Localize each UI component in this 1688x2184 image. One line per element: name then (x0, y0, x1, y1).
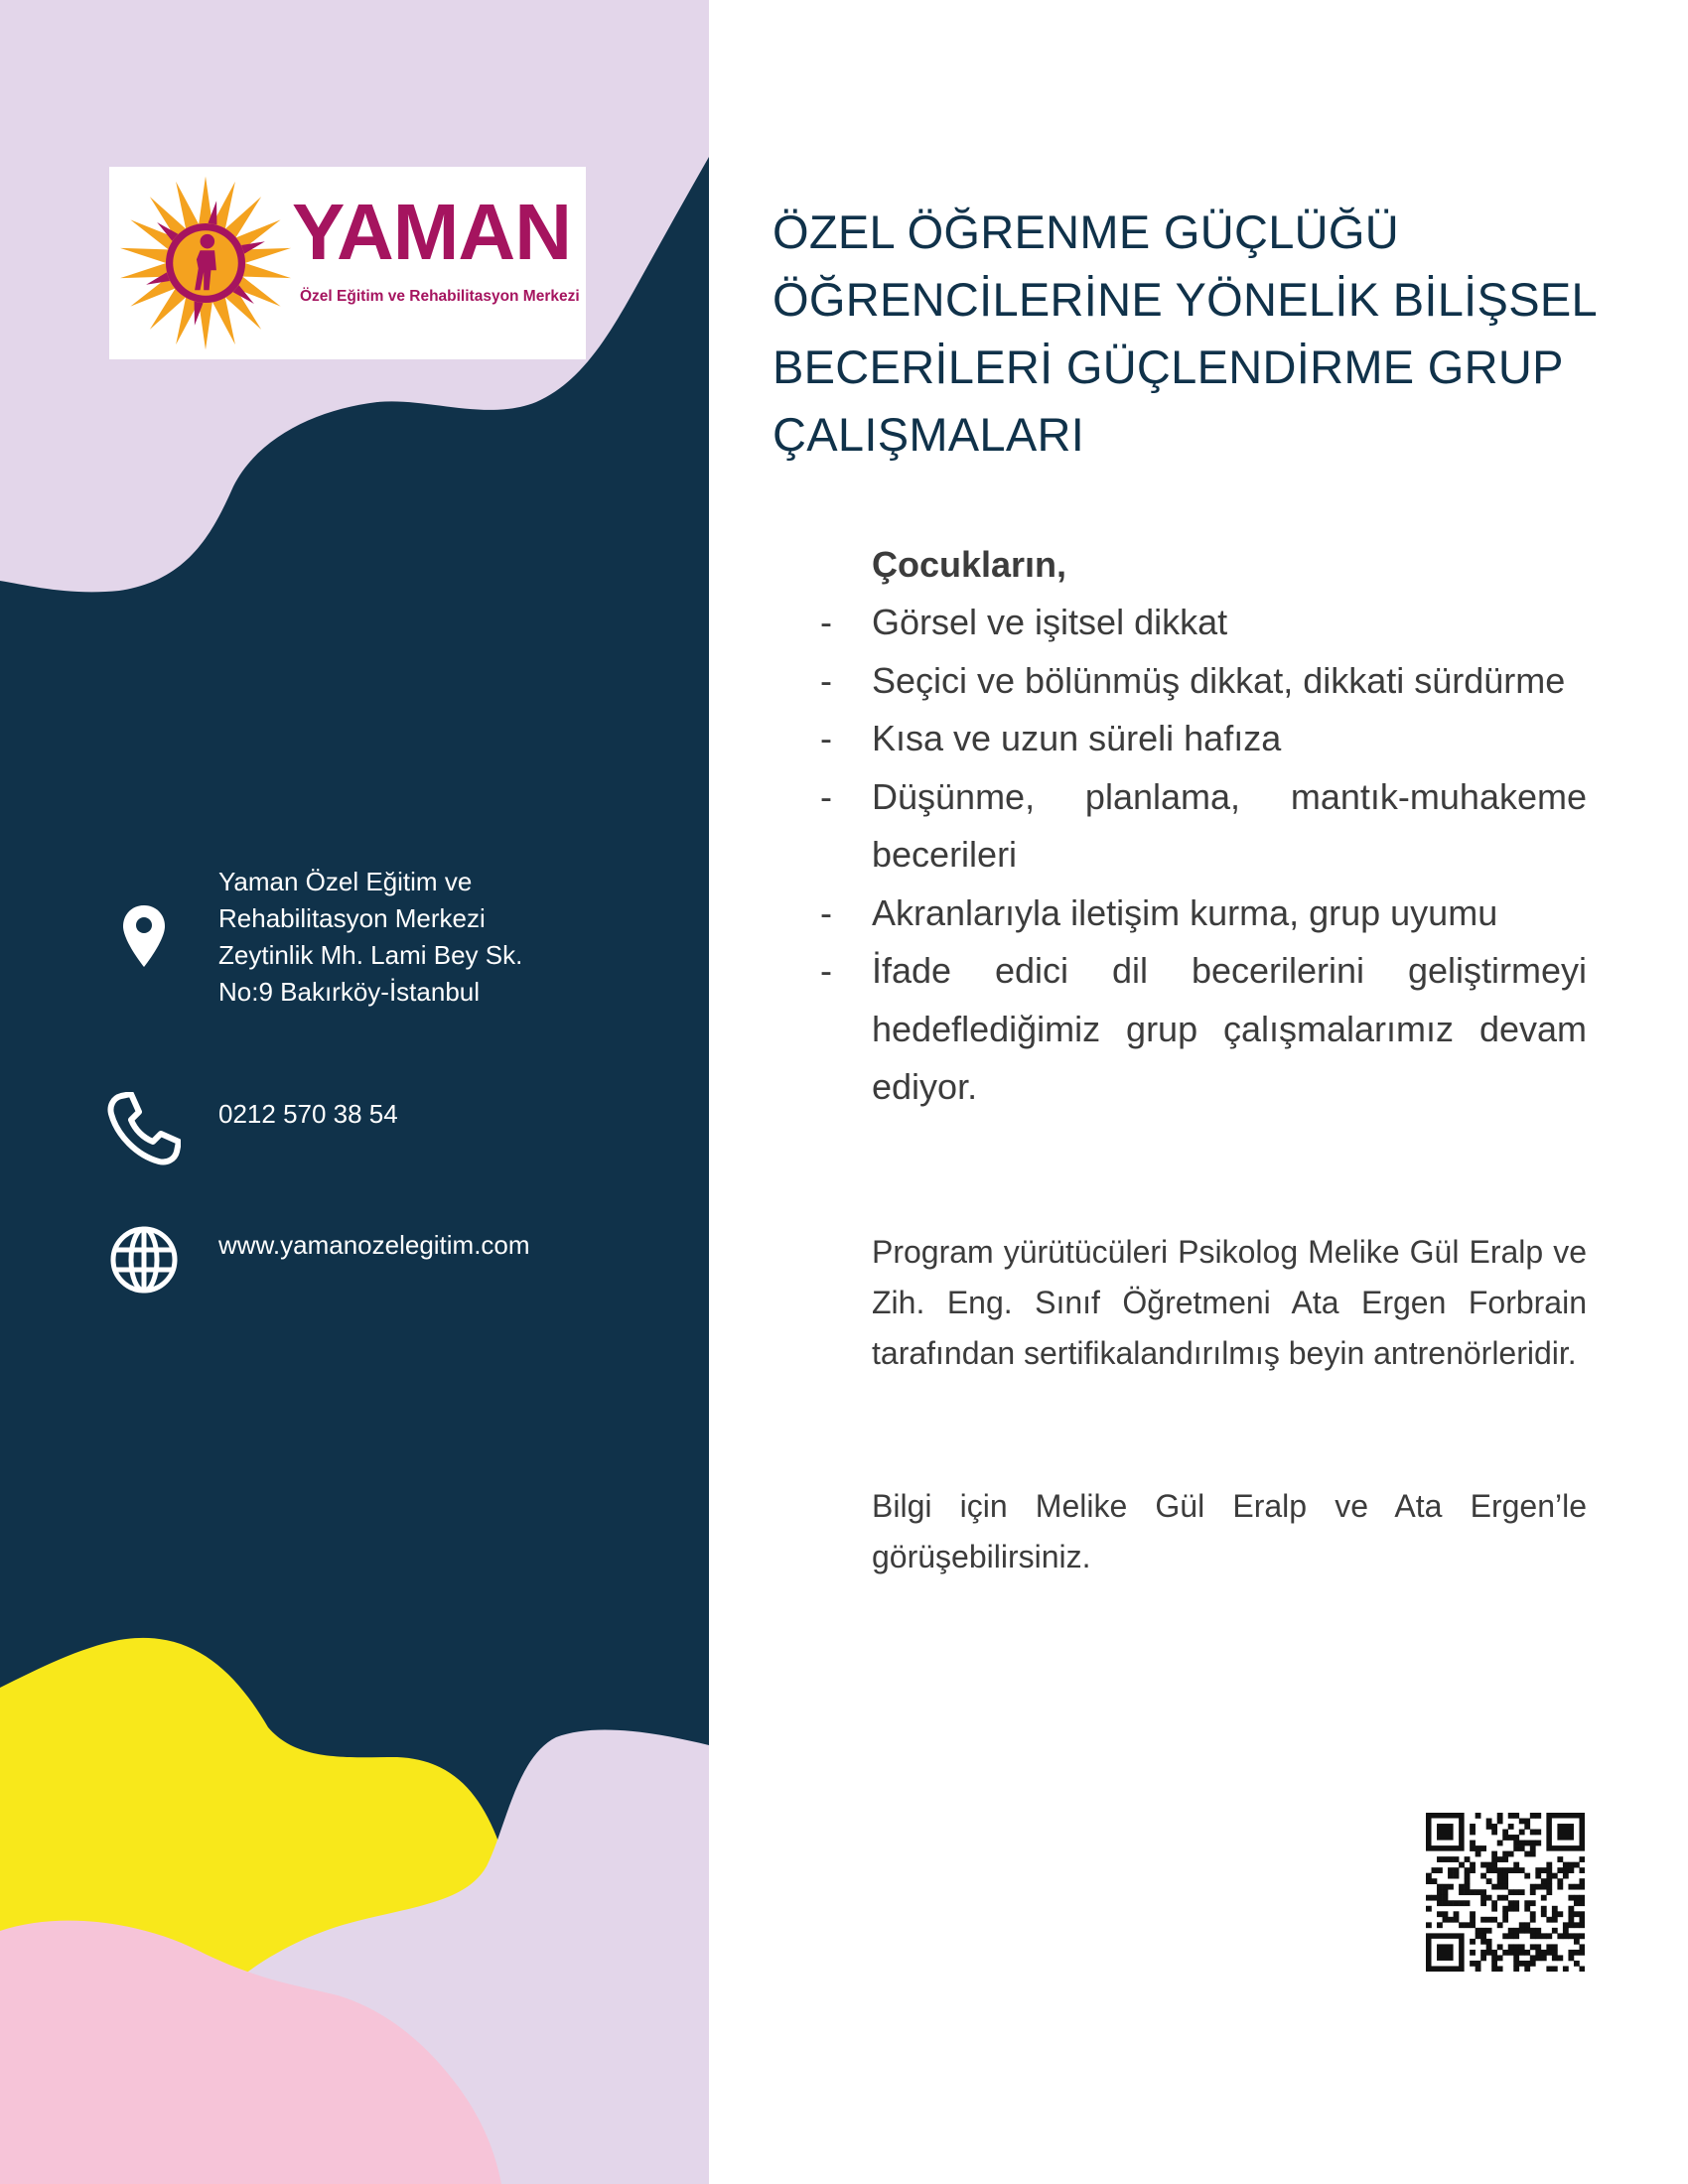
phone-icon (107, 1092, 181, 1165)
list-item: - İfade edici dil becerilerini geliştirmeyi hedeflediğimiz grup çalışmalarımız devam ediyor. (820, 950, 1587, 1107)
address-line: Yaman Özel Eğitim ve (218, 867, 473, 896)
list-item: - Kısa ve uzun süreli hafıza (820, 718, 1282, 758)
list-item: - Düşünme, planlama, mantık-muhakeme becerileri (820, 775, 1587, 875)
logo-subtitle: Özel Eğitim ve Rehabilitasyon Merkezi (300, 288, 580, 305)
title-line: ÇALIŞMALARI (773, 408, 1085, 461)
sun-child-logo-icon (115, 173, 296, 353)
qr-code-icon[interactable] (1426, 1813, 1585, 1972)
website-link[interactable]: www.yamanozelegitim.com (218, 1230, 530, 1260)
list-item: - Akranlarıyla iletişim kurma, grup uyumu (820, 891, 1498, 933)
logo-name: YAMAN (292, 188, 571, 276)
address-line: Zeytinlik Mh. Lami Bey Sk. (218, 940, 523, 970)
yaman-logo (109, 167, 586, 359)
location-pin-icon (123, 905, 165, 967)
skills-list (812, 594, 1587, 1117)
title-line: ÖZEL ÖĞRENME GÜÇLÜĞÜ (773, 205, 1399, 258)
address-line: No:9 Bakırköy-İstanbul (218, 977, 481, 1007)
list-item: - Seçici ve bölünmüş dikkat, dikkati sürdürme (820, 659, 1566, 701)
phone-number[interactable]: 0212 570 38 54 (218, 1099, 398, 1129)
title-line: BECERİLERİ GÜÇLENDİRME GRUP (773, 341, 1564, 393)
address-line: Rehabilitasyon Merkezi (218, 903, 486, 933)
list-item: - Görsel ve işitsel dikkat (820, 602, 1228, 642)
address-block (218, 864, 522, 1011)
globe-icon (109, 1225, 179, 1295)
program-paragraph: Program yürütücüleri Psikolog Melike Gül Eralp ve Zih. Eng. Sınıf Öğretmeni Ata Ergen Forbrain tarafından sertifikalandırılmış beyin antrenörleridir. (872, 1234, 1587, 1371)
title-line: ÖĞRENCİLERİNE YÖNELİK BİLİŞSEL (773, 273, 1598, 326)
info-paragraph: Bilgi için Melike Gül Eralp ve Ata Ergen’le görüşebilirsiniz. (872, 1488, 1587, 1574)
list-intro: Çocukların, (872, 544, 1067, 585)
page-title (773, 199, 1646, 469)
